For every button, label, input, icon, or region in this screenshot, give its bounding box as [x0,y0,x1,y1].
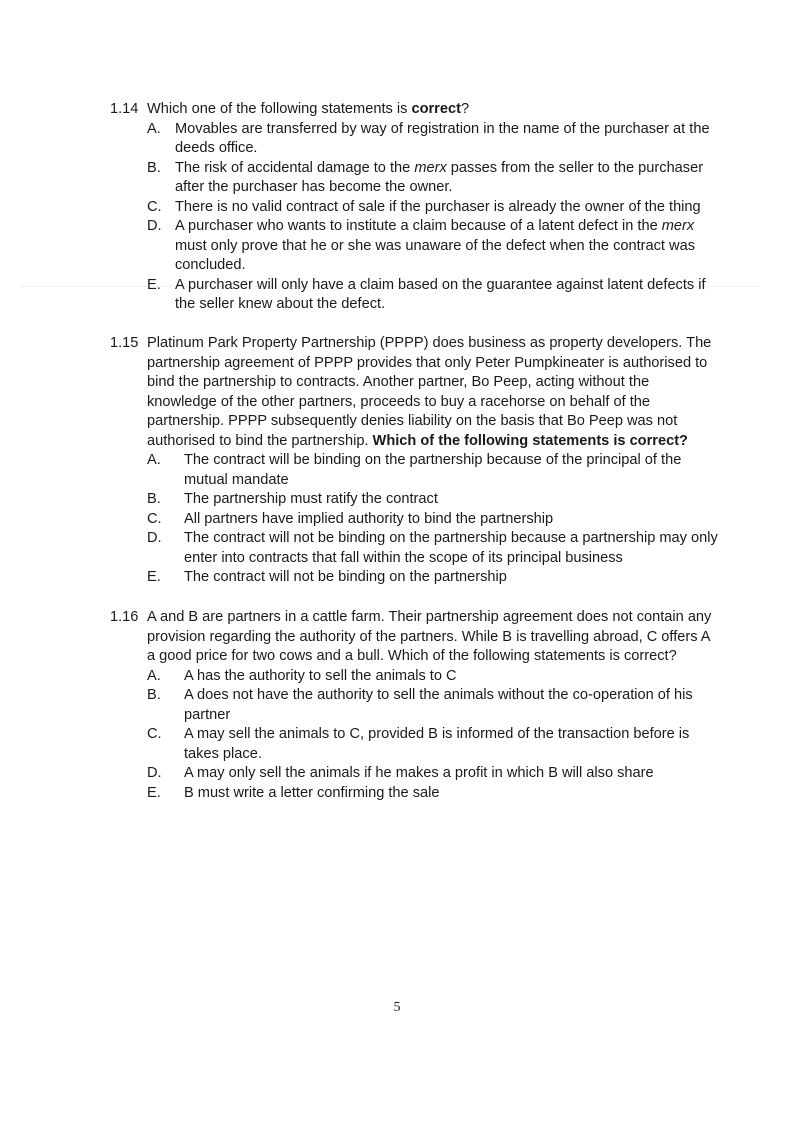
option-text: All partners have implied authority to bind the partnership [184,510,554,527]
option-letter: A. [147,667,161,684]
option-text: A purchaser will only have a claim based on the guarantee against latent defects if the seller knew about the defect. [175,276,706,312]
option-letter: E. [147,784,161,801]
option-list [147,667,720,804]
option-e [147,568,720,588]
option-text: A does not have the authority to sell the animals without the co-operation of his partner [184,687,693,723]
question-1-16 [110,608,720,803]
question-1-15 [110,334,720,588]
option-e [147,276,720,315]
question-text: A and B are partners in a cattle farm. Their partnership agreement does not contain any provision regarding the authority of the partners. While B is travelling abroad, C offers A a good price for two cows and a bull. Which of the following statements is correct? [147,609,712,664]
option-text: There is no valid contract of sale if the purchaser is already the owner of the thing [175,198,701,215]
option-letter: A. [147,452,161,468]
question-stem [110,608,720,667]
option-letter: E. [147,276,161,293]
option-e [147,784,720,804]
option-text: The contract will not be binding on the partnership because a partnership may only enter into contracts that fall within the scope of its principal business [184,530,718,566]
emphasis-correct: correct [411,101,461,117]
question-number: 1.14 [110,101,139,117]
question-1-14 [110,100,720,315]
option-letter: D. [147,530,162,546]
option-d [147,529,720,568]
option-text: Movables are transferred by way of registration in the name of the purchaser at the deeds office. [175,120,710,156]
option-b [147,159,720,198]
option-text: B must write a letter confirming the sale [184,784,440,801]
option-c [147,510,720,530]
option-letter: C. [147,726,162,742]
option-d [147,764,720,784]
option-text: The contract will be binding on the partnership because of the principal of the mutual mandate [184,452,682,488]
question-stem [110,100,720,120]
option-b [147,490,720,510]
option-list [147,120,720,315]
option-a [147,667,720,687]
option-d [147,217,720,276]
option-list [147,451,720,588]
option-letter: B. [147,159,161,176]
option-letter: D. [147,218,162,234]
question-text: Platinum Park Property Partnership (PPPP) does business as property developers. The partnership agreement of PPPP provides that only Peter Pumpkineater is authorised to bind the partnership to contracts. Another partner, Bo Peep, acting without the knowledge of the other partners, proceeds to buy a racehorse on behalf of the partnership. PPPP subsequently denies liability on the basis that Bo Peep was not authorised to bind the partnership. Which of the following statements is correct? [147,335,712,449]
question-stem [110,334,720,451]
option-text: A may sell the animals to C, provided B is informed of the transaction before is takes place. [184,726,690,762]
option-text: The risk of accidental damage to the merx passes from the seller to the purchaser after the purchaser has become the owner. [175,159,704,195]
option-text: The partnership must ratify the contract [184,491,438,507]
option-text: A has the authority to sell the animals to C [184,667,457,684]
option-letter: C. [147,198,162,215]
option-letter: B. [147,687,161,703]
option-c [147,725,720,764]
question-number: 1.16 [110,609,139,625]
option-letter: D. [147,765,162,781]
option-letter: E. [147,569,161,585]
option-text: A purchaser who wants to institute a claim because of a latent defect in the merx must only prove that he or she was unaware of the defect when the contract was concluded. [175,218,695,273]
page-number: 5 [393,1000,401,1015]
option-a [147,120,720,159]
option-text: The contract will not be binding on the partnership [184,569,507,585]
option-c [147,198,720,218]
question-text: Which one of the following statements is correct? [147,101,470,117]
emphasis-question: Which of the following statements is correct? [372,432,688,449]
option-text: A may only sell the animals if he makes a profit in which B will also share [184,765,654,781]
option-a [147,451,720,490]
option-b [147,686,720,725]
option-letter: C. [147,510,162,527]
option-letter: A. [147,120,161,137]
question-number: 1.15 [110,335,139,351]
option-letter: B. [147,491,161,507]
